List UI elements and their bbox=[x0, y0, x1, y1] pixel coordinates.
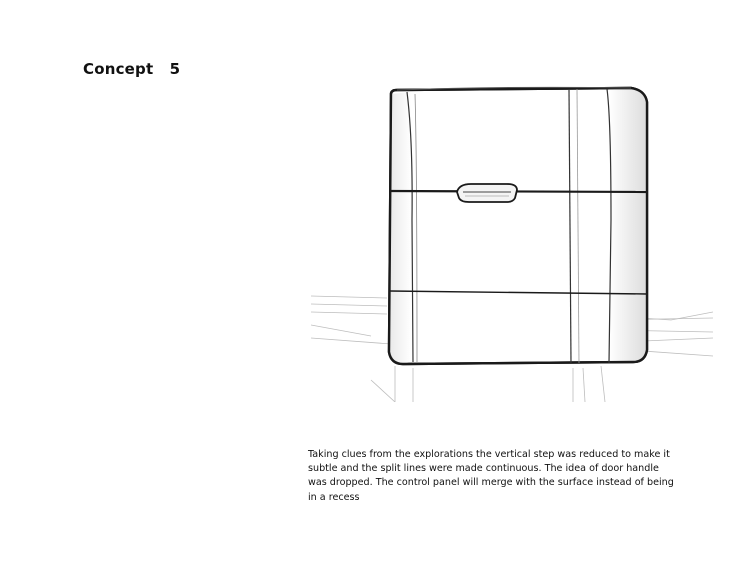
product-concept-render bbox=[311, 80, 713, 402]
caption-line: in a recess bbox=[308, 491, 360, 503]
slide-title: Concept 5 bbox=[83, 60, 181, 78]
appliance-body bbox=[389, 87, 647, 364]
caption-line: subtle and the split lines were made continuous. The idea of door handle bbox=[308, 463, 659, 475]
concept-description bbox=[308, 448, 728, 505]
door-handle-icon bbox=[457, 184, 517, 202]
caption-line: Taking clues from the explorations the vertical step was reduced to make it bbox=[308, 449, 670, 460]
caption-line: was dropped. The control panel will merge with the surface instead of being bbox=[308, 477, 674, 489]
